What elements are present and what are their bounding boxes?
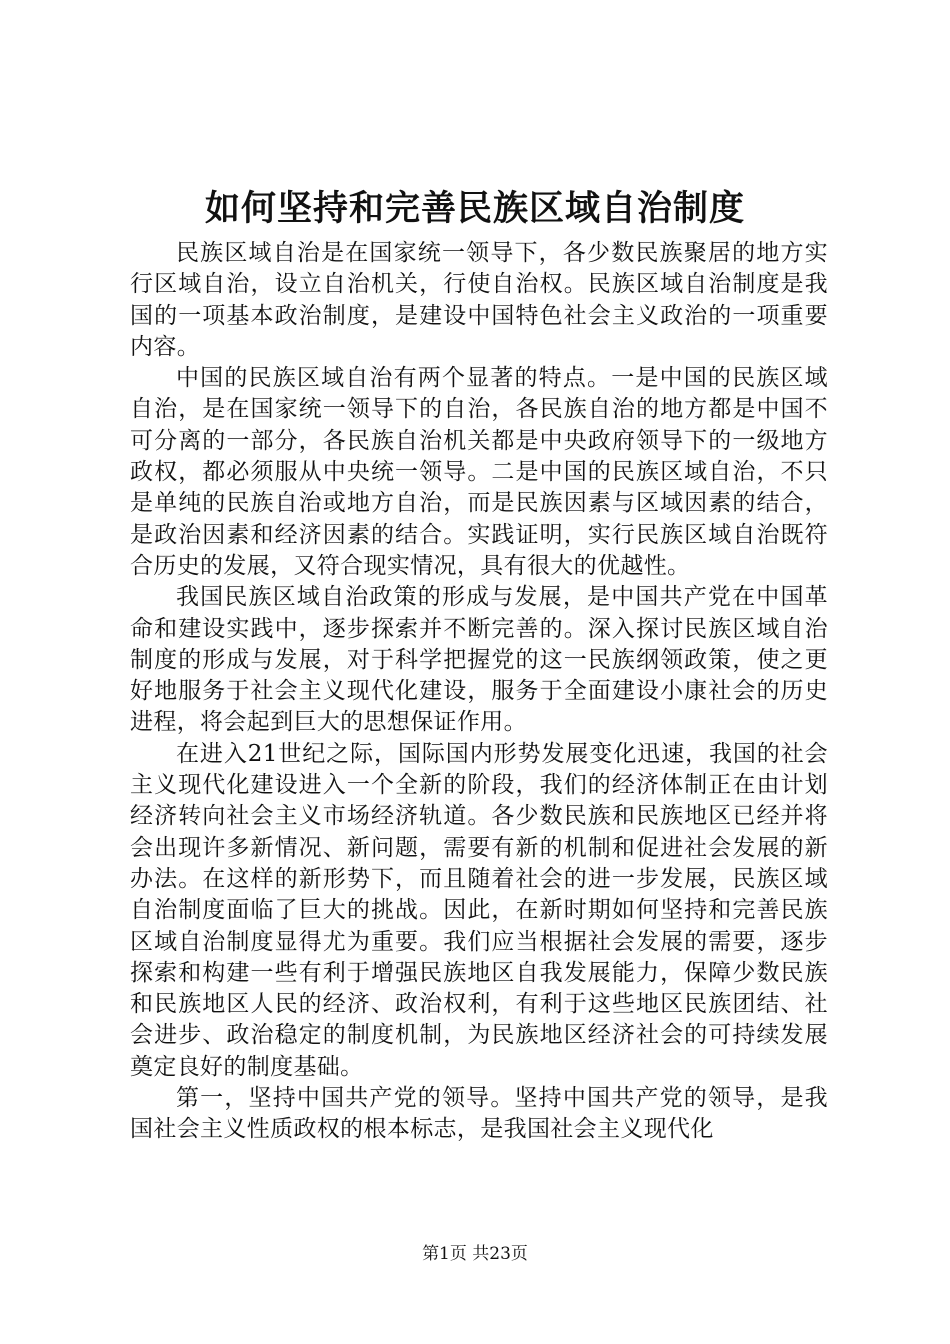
document-title: 如何坚持和完善民族区域自治制度 bbox=[204, 188, 745, 229]
document-body bbox=[130, 238, 828, 1146]
paragraph-3: 我国民族区域自治政策的形成与发展，是中国共产党在中国革命和建设实践中，逐步探索并不断完善的。深入探讨民族区域自治制度的形成与发展，对于科学把握党的这一民族纲领政策，使之更好地服务于社会主义现代化建设，服务于全面建设小康社会的历史进程，将会起到巨大的思想保证作用。 bbox=[130, 584, 828, 736]
paragraph-5: 第一，坚持中国共产党的领导。坚持中国共产党的领导，是我国社会主义性质政权的根本标志，是我国社会主义现代化 bbox=[130, 1085, 828, 1143]
paragraph-1: 民族区域自治是在国家统一领导下，各少数民族聚居的地方实行区域自治，设立自治机关，行使自治权。民族区域自治制度是我国的一项基本政治制度，是建设中国特色社会主义政治的一项重要内容。 bbox=[130, 240, 828, 360]
page-footer: 第1页 共23页 bbox=[422, 1244, 528, 1264]
paragraph-2: 中国的民族区域自治有两个显著的特点。一是中国的民族区域自治，是在国家统一领导下的自治，各民族自治的地方都是中国不可分离的一部分，各民族自治机关都是中央政府领导下的一级地方政权，都必须服从中央统一领导。二是中国的民族区域自治，不只是单纯的民族自治或地方自治，而是民族因素与区域因素的结合，是政治因素和经济因素的结合。实践证明，实行民族区域自治既符合历史的发展，又符合现实情况，具有很大的优越性。 bbox=[130, 365, 828, 579]
paragraph-4: 在进入21世纪之际，国际国内形势发展变化迅速，我国的社会主义现代化建设进入一个全新的阶段，我们的经济体制正在由计划经济转向社会主义市场经济轨道。各少数民族和民族地区已经并将会出现许多新情况、新问题，需要有新的机制和促进社会发展的新办法。在这样的新形势下，而且随着社会的进一步发展，民族区域自治制度面临了巨大的挑战。因此，在新时期如何坚持和完善民族区域自治制度显得尤为重要。我们应当根据社会发展的需要，逐步探索和构建一些有利于增强民族地区自我发展能力，保障少数民族和民族地区人民的经济、政治权利，有利于这些地区民族团结、社会进步、政治稳定的制度机制，为民族地区经济社会的可持续发展奠定良好的制度基础。 bbox=[130, 740, 828, 1080]
